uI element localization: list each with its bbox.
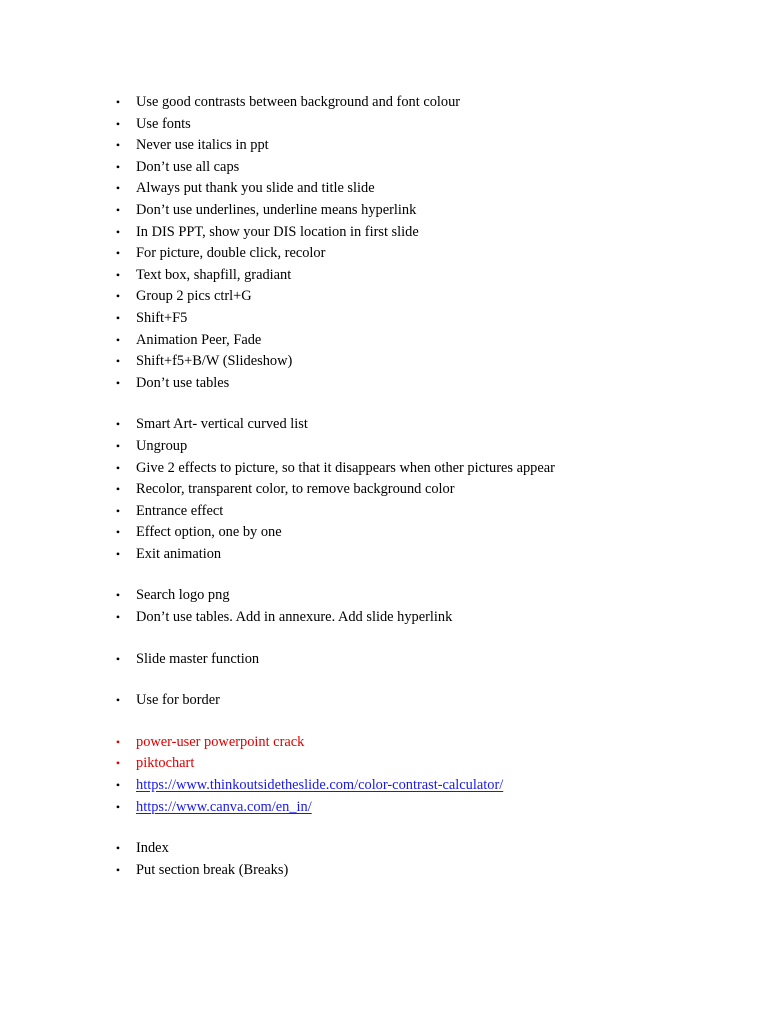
bullet-icon: • (115, 651, 121, 666)
hyperlink-text[interactable]: https://www.thinkoutsidetheslide.com/color-contrast-calculator/ (136, 777, 504, 794)
bullet-icon: • (115, 181, 121, 196)
bullet-list-item (0, 585, 768, 607)
bullet-group (0, 92, 768, 394)
hyperlink-list-item[interactable] (0, 775, 768, 797)
bullet-icon: • (115, 246, 121, 261)
bullet-text: power-user powerpoint crack (136, 733, 305, 750)
bullet-text: Use good contrasts between background and font colour (136, 94, 461, 110)
bullet-icon: • (115, 267, 121, 282)
bullet-icon: • (115, 525, 121, 540)
bullet-text: Don’t use tables (136, 374, 230, 391)
bullet-icon: • (115, 482, 121, 497)
bullet-list-item (0, 732, 768, 754)
bullet-text: Effect option, one by one (136, 524, 282, 541)
bullet-icon: • (115, 756, 121, 771)
bullet-list-item (0, 92, 768, 114)
bullet-group (0, 649, 768, 671)
bullet-text: Use for border (136, 692, 220, 709)
bullet-list-item (0, 436, 768, 458)
bullet-text: Shift+F5 (136, 309, 188, 326)
bullet-icon: • (115, 862, 121, 877)
bullet-list-item (0, 157, 768, 179)
bullet-icon: • (115, 734, 121, 749)
bullet-group (0, 585, 768, 628)
bullet-text: Exit animation (136, 545, 222, 562)
bullet-icon: • (115, 417, 121, 432)
bullet-icon: • (115, 799, 121, 814)
bullet-list-item (0, 544, 768, 566)
bullet-icon: • (115, 138, 121, 153)
bullet-text: Group 2 pics ctrl+G (136, 288, 252, 305)
bullet-text: Use fonts (136, 115, 191, 132)
bullet-list-item (0, 114, 768, 136)
bullet-list-item (0, 479, 768, 501)
bullet-list-item (0, 178, 768, 200)
bullet-icon: • (115, 610, 121, 625)
bullet-list-item (0, 649, 768, 671)
bullet-list-item (0, 414, 768, 436)
bullet-list-item (0, 222, 768, 244)
bullet-text: Animation Peer, Fade (136, 331, 262, 348)
bullet-text: Smart Art- vertical curved list (136, 416, 308, 433)
bullet-group (0, 690, 768, 712)
bullet-list-item (0, 135, 768, 157)
bullet-list-item (0, 607, 768, 629)
bullet-text: Put section break (Breaks) (136, 861, 289, 878)
bullet-list-item (0, 690, 768, 712)
bullet-list-item (0, 458, 768, 480)
bullet-icon: • (115, 310, 121, 325)
bullet-icon: • (115, 546, 121, 561)
bullet-text: Always put thank you slide and title slide (136, 180, 375, 197)
bullet-text: Text box, shapfill, gradiant (136, 266, 292, 283)
bullet-icon: • (115, 841, 121, 856)
bullet-text: Entrance effect (136, 502, 224, 519)
bullet-list-document (0, 92, 768, 901)
bullet-text: Don’t use all caps (136, 158, 240, 175)
bullet-group (0, 838, 768, 881)
hyperlink-list-item[interactable] (0, 797, 768, 819)
bullet-list-item (0, 330, 768, 352)
bullet-icon: • (115, 289, 121, 304)
bullet-icon: • (115, 693, 121, 708)
bullet-icon: • (115, 588, 121, 603)
bullet-icon: • (115, 778, 121, 793)
bullet-icon: • (115, 332, 121, 347)
bullet-text: Search logo png (136, 587, 230, 604)
bullet-list-item (0, 265, 768, 287)
bullet-list-item (0, 286, 768, 308)
bullet-text: Don’t use underlines, underline means hyperlink (136, 201, 417, 218)
bullet-text: Slide master function (136, 650, 260, 667)
bullet-text: Index (136, 840, 169, 857)
bullet-icon: • (115, 438, 121, 453)
bullet-text: Give 2 effects to picture, so that it disappears when other pictures appear (136, 459, 555, 476)
bullet-list-item (0, 860, 768, 882)
bullet-list-item (0, 308, 768, 330)
bullet-text: piktochart (136, 755, 195, 772)
bullet-icon: • (115, 95, 121, 109)
bullet-text: Ungroup (136, 437, 188, 454)
bullet-list-item (0, 243, 768, 265)
bullet-text: For picture, double click, recolor (136, 245, 326, 262)
bullet-text: Don’t use tables. Add in annexure. Add slide hyperlink (136, 609, 453, 626)
bullet-group (0, 414, 768, 565)
bullet-icon: • (115, 460, 121, 475)
bullet-text: Shift+f5+B/W (Slideshow) (136, 353, 293, 370)
bullet-icon: • (115, 202, 121, 217)
bullet-text: Recolor, transparent color, to remove background color (136, 481, 455, 498)
bullet-list-item (0, 200, 768, 222)
bullet-list-item (0, 753, 768, 775)
bullet-list-item (0, 501, 768, 523)
bullet-group (0, 732, 768, 818)
bullet-icon: • (115, 375, 121, 390)
bullet-icon: • (115, 503, 121, 518)
bullet-list-item (0, 351, 768, 373)
bullet-icon: • (115, 116, 121, 131)
bullet-icon: • (115, 159, 121, 174)
hyperlink-text[interactable]: https://www.canva.com/en_in/ (136, 798, 312, 815)
bullet-list-item (0, 838, 768, 860)
bullet-icon: • (115, 224, 121, 239)
bullet-icon: • (115, 354, 121, 369)
bullet-list-item (0, 373, 768, 395)
bullet-list-item (0, 522, 768, 544)
bullet-text: Never use italics in ppt (136, 137, 269, 154)
bullet-text: In DIS PPT, show your DIS location in first slide (136, 223, 419, 240)
